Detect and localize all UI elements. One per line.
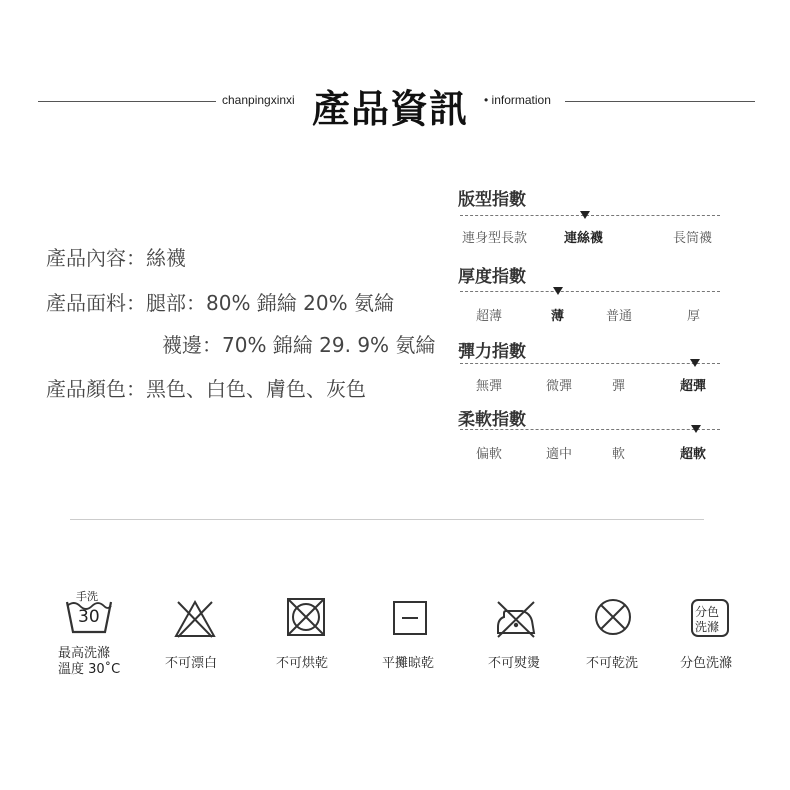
index-elasticity-option-selected: 超彈 — [680, 379, 707, 394]
care-label-dry-flat: 平攤晾乾 — [382, 656, 435, 671]
dry-flat-icon — [392, 600, 428, 636]
no-iron-icon — [492, 599, 540, 639]
care-hand-wash-top: 手洗 — [76, 590, 98, 603]
product-content-row — [46, 242, 186, 271]
header-subtitle-left: chanpingxinxi — [222, 93, 295, 107]
care-label-max-wash: 最高洗滌 — [58, 646, 111, 661]
product-color-value: 黑色、白色、膚色、灰色 — [146, 377, 366, 401]
product-color-label: 產品顏色： — [46, 377, 146, 401]
product-content-value: 絲襪 — [146, 246, 186, 270]
care-label-no-iron: 不可熨燙 — [488, 656, 541, 671]
care-wash-temp: 30 — [78, 607, 100, 627]
section-divider — [70, 519, 704, 520]
index-thickness-option: 超薄 — [476, 309, 503, 324]
index-softness-option-selected: 超軟 — [680, 447, 707, 462]
index-softness-title: 柔軟指數 — [458, 410, 526, 430]
care-label-no-tumble-dry: 不可烘乾 — [276, 656, 329, 671]
index-softness-option: 偏軟 — [476, 447, 503, 462]
no-bleach-icon — [173, 599, 217, 639]
care-icon-text-line2: 洗滌 — [695, 620, 720, 634]
page-title: 產品資訊 — [312, 87, 469, 131]
no-tumble-dry-icon — [286, 597, 326, 637]
product-fabric-row — [46, 287, 394, 316]
product-fabric-row-2 — [162, 329, 435, 358]
index-thickness-option-selected: 薄 — [551, 309, 565, 324]
care-label-wash-separately: 分色洗滌 — [680, 656, 733, 671]
header-line-left — [38, 101, 216, 102]
index-elasticity-scale — [460, 363, 720, 364]
index-thickness-title: 厚度指數 — [458, 267, 526, 287]
product-fabric-line1: 腿部：80% 錦綸 20% 氨綸 — [146, 291, 394, 315]
product-fabric-label: 產品面料： — [46, 291, 146, 315]
care-label-wash-temp: 溫度 30˚C — [58, 662, 121, 677]
index-elasticity-option: 微彈 — [546, 379, 573, 394]
no-dry-clean-icon — [593, 597, 633, 637]
index-elasticity-option: 無彈 — [476, 379, 503, 394]
index-fit-option: 連身型長款 — [462, 231, 528, 246]
index-fit-marker-icon — [580, 211, 590, 219]
care-label-no-bleach: 不可漂白 — [165, 656, 218, 671]
care-label-no-dry-clean: 不可乾洗 — [586, 656, 639, 671]
product-fabric-line2: 襪邊：70% 錦綸 29. 9% 氨綸 — [162, 333, 436, 357]
index-softness-scale — [460, 429, 720, 430]
index-fit-title: 版型指數 — [458, 190, 526, 210]
index-fit-scale — [460, 215, 720, 216]
index-softness-option: 軟 — [612, 447, 626, 462]
index-thickness-marker-icon — [553, 287, 563, 295]
index-softness-option: 適中 — [546, 447, 573, 462]
index-elasticity-title: 彈力指數 — [458, 342, 526, 362]
header-subtitle-right: • information — [484, 93, 551, 107]
index-elasticity-option: 彈 — [612, 379, 626, 394]
index-elasticity-marker-icon — [690, 359, 700, 367]
index-thickness-scale — [460, 291, 720, 292]
product-color-row — [46, 373, 366, 402]
index-fit-option-selected: 連絲襪 — [564, 231, 604, 246]
index-thickness-option: 普通 — [606, 309, 633, 324]
index-softness-marker-icon — [691, 425, 701, 433]
index-fit-option: 長筒襪 — [673, 231, 713, 246]
header-line-right — [565, 101, 755, 102]
care-icon-text-line1: 分色 — [695, 605, 720, 619]
product-content-label: 產品內容： — [46, 246, 146, 270]
index-thickness-option: 厚 — [687, 309, 701, 324]
